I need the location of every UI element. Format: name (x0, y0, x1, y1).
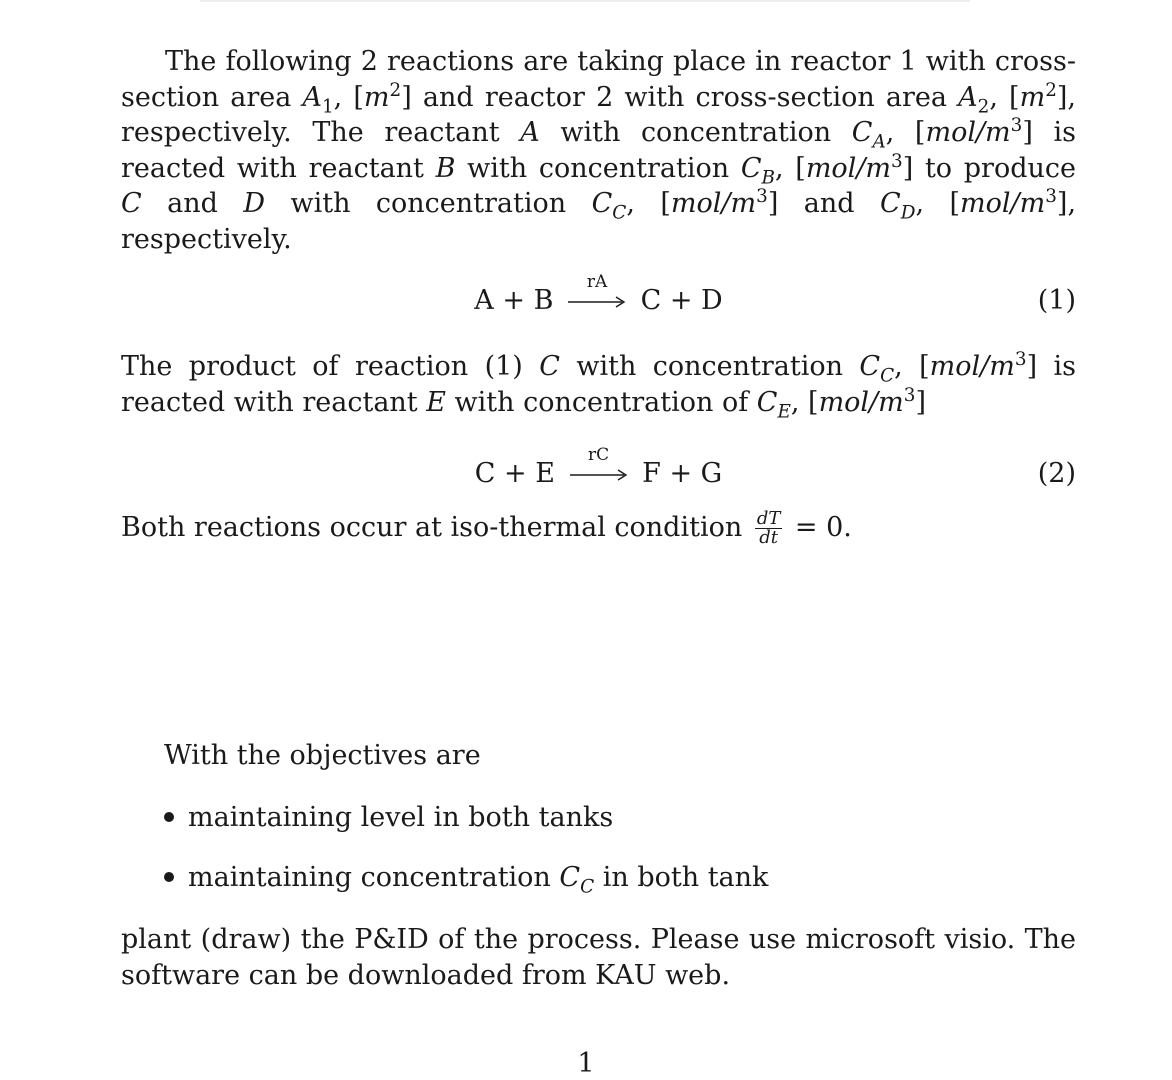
bullet-icon (164, 872, 174, 882)
instructions-paragraph: plant (draw) the P&ID of the process. Please use microsoft visio. The software can be downloaded from KAU web. (121, 924, 1076, 991)
objectives-intro: With the objectives are (164, 740, 481, 771)
eq1-arrow (568, 271, 626, 312)
page-top-edge (200, 0, 970, 2)
problem-paragraph-1: The following 2 reactions are taking place in reactor 1 with cross-section area $A_1$, $[m^2]$ and reactor 2 with cross-section area $A_2$, $[m^2]$, respectively. The reactant A with concentration $C_A$, $[mol/m^3]$ is reacted with reactant B with concentration $C_B$, $[mol/m^3]$ to produce C and D with concentration $C_C$, $[mol/m^3]$ and $C_D$, $[mol/m^3]$, respectively. (121, 46, 1077, 255)
problem-paragraph-2: The product of reaction (1) C with concentration $C_C$, $[mol/m^3]$ is reacted with reactant E with concentration of $C_E$, $[mol/m^3]$ (121, 349, 1076, 422)
eq1-rate-label: rA (586, 271, 608, 292)
objective-item-level: maintaining level in both tanks (164, 802, 613, 833)
eq2-arrow (570, 444, 628, 485)
problem-paragraph-3: Both reactions occur at iso-thermal condition $\frac{dT}{dt}$ = 0. (121, 508, 852, 548)
eq1-reactants: A + B (474, 285, 554, 316)
objective-item-concentration: maintaining concentration $C_C$ in both tank (164, 862, 768, 893)
page-number: 1 (577, 1048, 595, 1079)
eq2-products: F + G (642, 458, 723, 489)
dT-dt-fraction: $\frac{dT}{dt}$ (756, 508, 781, 548)
right-arrow-icon (570, 465, 628, 485)
document-body (121, 44, 1076, 547)
eq1-products: C + D (640, 285, 723, 316)
equation-1 (121, 271, 1076, 331)
eq2-rate-label: rC (587, 444, 610, 465)
right-arrow-icon (568, 292, 626, 312)
bullet-icon (164, 812, 174, 822)
eq2-number: (2) (1037, 458, 1076, 489)
eq2-reactants: C + E (474, 458, 555, 489)
eq1-number: (1) (1037, 285, 1076, 316)
equation-2 (121, 444, 1076, 504)
